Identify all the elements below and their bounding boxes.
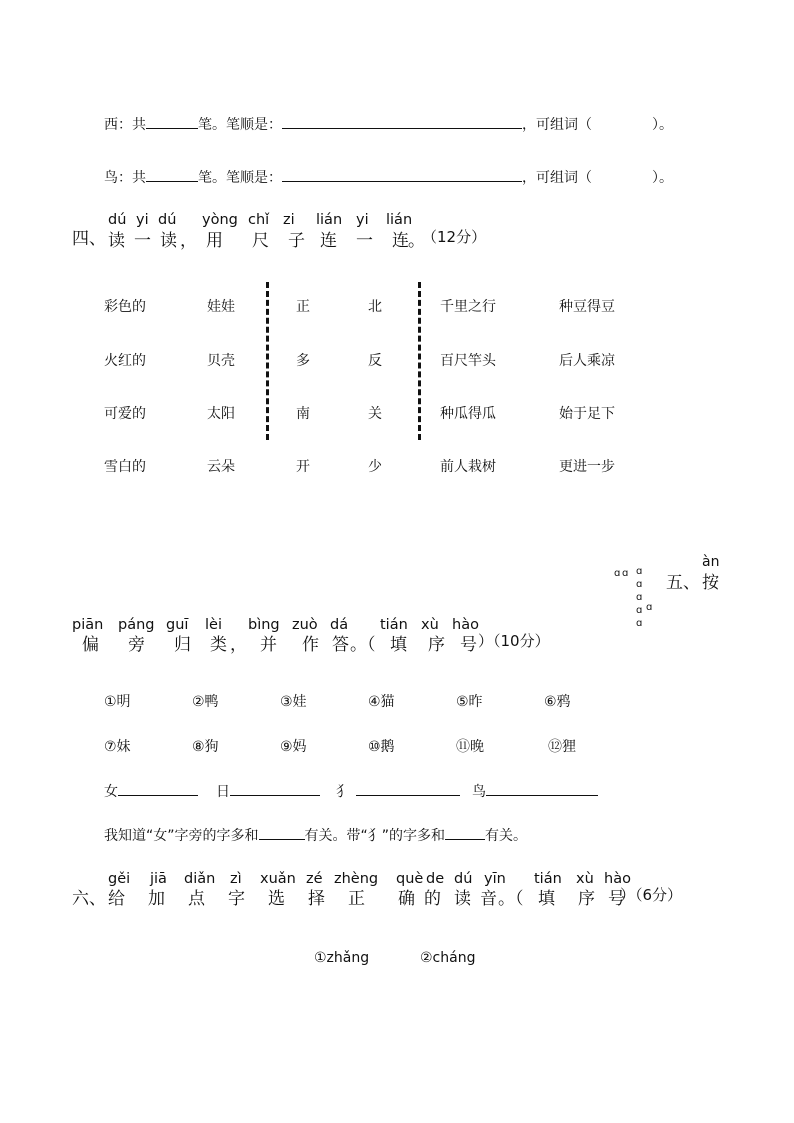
match-item[interactable]: 反 [368,353,382,369]
category-blank-4[interactable] [486,781,598,796]
pronunciation-option-1[interactable]: ①zhǎng [314,950,370,966]
option-item: ①明 [104,694,131,710]
match-item[interactable]: 彩色的 [104,299,146,315]
match-item[interactable]: 可爱的 [104,406,146,422]
match-item[interactable]: 贝壳 [207,353,235,369]
an-char: 按 [702,573,719,593]
match-item[interactable]: 开 [296,459,310,475]
option-item: ③娃 [280,694,307,710]
match-item[interactable]: 种瓜得瓜 [440,406,496,422]
match-item[interactable]: 种豆得豆 [559,299,615,315]
option-item: ⑤昨 [456,694,483,710]
pronunciation-option-2[interactable]: ②cháng [420,950,476,966]
category-blank-3[interactable] [356,781,460,796]
stray-glyph: ɑ [614,568,621,579]
fill-sentence: 我知道“女”字旁的字多和 有关。带“犭”的字多和 有关。 [104,825,527,845]
section4-number: 四、 [72,229,106,249]
match-item[interactable]: 正 [296,299,310,315]
divider-line-right [418,282,421,440]
match-item[interactable]: 云朵 [207,459,235,475]
category-blank-2[interactable] [230,781,320,796]
match-item[interactable]: 娃娃 [207,299,235,315]
match-item[interactable]: 火红的 [104,353,146,369]
match-item[interactable]: 后人乘凉 [559,353,615,369]
match-item[interactable]: 千里之行 [440,299,496,315]
match-item[interactable]: 更进一步 [559,459,615,475]
option-item: ⑧狗 [192,739,219,755]
option-item: ⑫狸 [548,739,576,755]
stroke-count-blank-1[interactable] [146,114,198,129]
match-item[interactable]: 南 [296,406,310,422]
option-item: ②鸭 [192,694,219,710]
sentence-blank-2[interactable] [445,825,485,840]
option-item: ④猫 [368,694,395,710]
match-item[interactable]: 始于足下 [559,406,615,422]
stroke-order-blank-2[interactable] [282,167,522,182]
divider-line-left [266,282,269,440]
category-row: 女 [104,781,198,801]
category-blank-1[interactable] [118,781,198,796]
stroke-order-blank-1[interactable] [282,114,522,129]
option-item: ⑥鸦 [544,694,571,710]
section5-number: 五、 [666,573,700,593]
option-item: ⑩鹅 [368,739,395,755]
option-item: ⑨妈 [280,739,307,755]
stroke-line-1: 西：共 笔。笔顺是： ，可组词（ ）。 [104,114,673,134]
match-item[interactable]: 太阳 [207,406,235,422]
match-item[interactable]: 关 [368,406,382,422]
match-item[interactable]: 前人栽树 [440,459,496,475]
match-item[interactable]: 百尺竿头 [440,353,496,369]
section6-number: 六、 [72,889,106,909]
sentence-blank-1[interactable] [259,825,305,840]
match-item[interactable]: 北 [368,299,382,315]
stroke-line-2: 鸟：共 笔。笔顺是： ，可组词（ ）。 [104,167,673,187]
option-item: ⑪晚 [456,739,484,755]
match-item[interactable]: 雪白的 [104,459,146,475]
stroke-count-blank-2[interactable] [146,167,198,182]
match-item[interactable]: 少 [368,459,382,475]
match-item[interactable]: 多 [296,353,310,369]
an-pinyin: àn [702,554,720,570]
option-item: ⑦妹 [104,739,131,755]
